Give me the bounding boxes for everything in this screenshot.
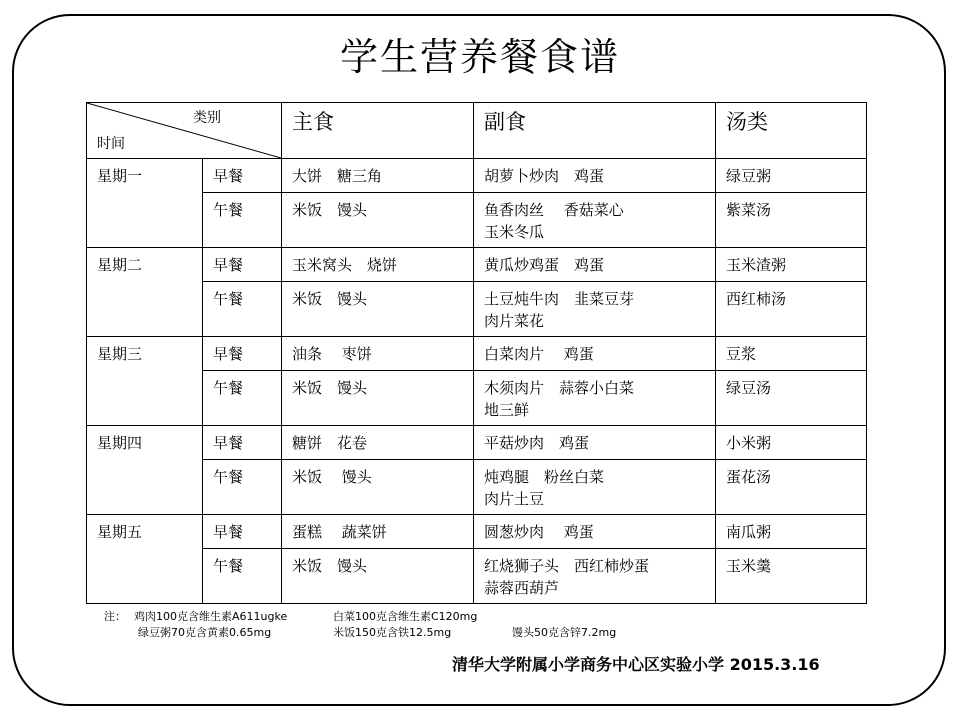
note-item: 绿豆粥70克含黄素0.65mg [138, 626, 272, 639]
table-row [87, 337, 867, 371]
side-dish-cell [474, 193, 716, 248]
soup-cell: 玉米羹 [716, 549, 867, 604]
soup-cell: 蛋花汤 [716, 460, 867, 515]
soup-cell: 小米粥 [716, 426, 867, 460]
staple-cell: 蛋糕 蔬菜饼 [282, 515, 474, 549]
side-dish-line: 肉片土豆 [484, 490, 545, 508]
side-dish-line: 蒜蓉西葫芦 [484, 579, 560, 597]
staple-cell: 油条 枣饼 [282, 337, 474, 371]
corner-time-label: 时间 [97, 136, 125, 152]
menu-table [86, 102, 867, 604]
meal-cell: 早餐 [203, 337, 282, 371]
soup-cell: 绿豆汤 [716, 371, 867, 426]
meal-cell: 早餐 [203, 515, 282, 549]
staple-cell: 玉米窝头 烧饼 [282, 248, 474, 282]
side-dish-line: 地三鲜 [484, 401, 530, 419]
meal-cell: 早餐 [203, 159, 282, 193]
side-dish-line: 鱼香肉丝 香菇菜心 [484, 201, 624, 219]
header-side: 副食 [474, 103, 716, 159]
table-row [87, 371, 867, 426]
day-cell: 星期二 [87, 248, 203, 337]
table-header-row [87, 103, 867, 159]
meal-cell: 早餐 [203, 426, 282, 460]
soup-cell: 南瓜粥 [716, 515, 867, 549]
soup-cell: 西红柿汤 [716, 282, 867, 337]
side-dish-line: 平菇炒肉 鸡蛋 [484, 434, 590, 452]
side-dish-cell [474, 159, 716, 193]
table-row [87, 248, 867, 282]
note-label: 注： [104, 610, 126, 623]
meal-cell: 早餐 [203, 248, 282, 282]
corner-category-label: 类别 [193, 110, 221, 126]
side-dish-cell [474, 515, 716, 549]
side-dish-cell [474, 282, 716, 337]
side-dish-cell [474, 426, 716, 460]
side-dish-line: 红烧狮子头 西红柿炒蛋 [484, 557, 650, 575]
meal-cell: 午餐 [203, 371, 282, 426]
table-row [87, 193, 867, 248]
table-row [87, 282, 867, 337]
table-row [87, 549, 867, 604]
header-soup: 汤类 [716, 103, 867, 159]
soup-cell: 玉米渣粥 [716, 248, 867, 282]
soup-cell: 豆浆 [716, 337, 867, 371]
side-dish-line: 玉米冬瓜 [484, 223, 545, 241]
note-item: 米饭150克含铁12.5mg [333, 626, 452, 639]
side-dish-line: 炖鸡腿 粉丝白菜 [484, 468, 605, 486]
meal-cell: 午餐 [203, 460, 282, 515]
side-dish-line: 黄瓜炒鸡蛋 鸡蛋 [484, 256, 605, 274]
meal-cell: 午餐 [203, 193, 282, 248]
side-dish-line: 圆葱炒肉 鸡蛋 [484, 523, 594, 541]
staple-cell: 大饼 糖三角 [282, 159, 474, 193]
staple-cell: 米饭 馒头 [282, 460, 474, 515]
day-cell: 星期五 [87, 515, 203, 604]
side-dish-line: 土豆炖牛肉 韭菜豆芽 [484, 290, 635, 308]
side-dish-line: 肉片菜花 [484, 312, 545, 330]
side-dish-line: 白菜肉片 鸡蛋 [484, 345, 594, 363]
side-dish-line: 木须肉片 蒜蓉小白菜 [484, 379, 635, 397]
staple-cell: 糖饼 花卷 [282, 426, 474, 460]
day-cell: 星期四 [87, 426, 203, 515]
header-staple: 主食 [282, 103, 474, 159]
table-row [87, 426, 867, 460]
side-dish-cell [474, 248, 716, 282]
note-item: 馒头50克含锌7.2mg [512, 626, 617, 639]
note-item: 鸡肉100克含维生素A611ugke [134, 610, 288, 623]
staple-cell: 米饭 馒头 [282, 371, 474, 426]
staple-cell: 米饭 馒头 [282, 193, 474, 248]
soup-cell: 绿豆粥 [716, 159, 867, 193]
table-row [87, 159, 867, 193]
side-dish-cell [474, 549, 716, 604]
footer-school-date: 清华大学附属小学商务中心区实验小学 2015.3.16 [452, 655, 820, 674]
meal-cell: 午餐 [203, 282, 282, 337]
note-item: 白菜100克含维生素C120mg [333, 610, 478, 623]
side-dish-cell [474, 460, 716, 515]
staple-cell: 米饭 馒头 [282, 549, 474, 604]
side-dish-cell [474, 337, 716, 371]
meal-cell: 午餐 [203, 549, 282, 604]
soup-cell: 紫菜汤 [716, 193, 867, 248]
day-cell: 星期三 [87, 337, 203, 426]
side-dish-cell [474, 371, 716, 426]
day-cell: 星期一 [87, 159, 203, 248]
corner-header-cell [87, 103, 282, 159]
table-row [87, 515, 867, 549]
table-row [87, 460, 867, 515]
side-dish-line: 胡萝卜炒肉 鸡蛋 [484, 167, 605, 185]
staple-cell: 米饭 馒头 [282, 282, 474, 337]
page-title: 学生营养餐食谱 [339, 35, 620, 79]
